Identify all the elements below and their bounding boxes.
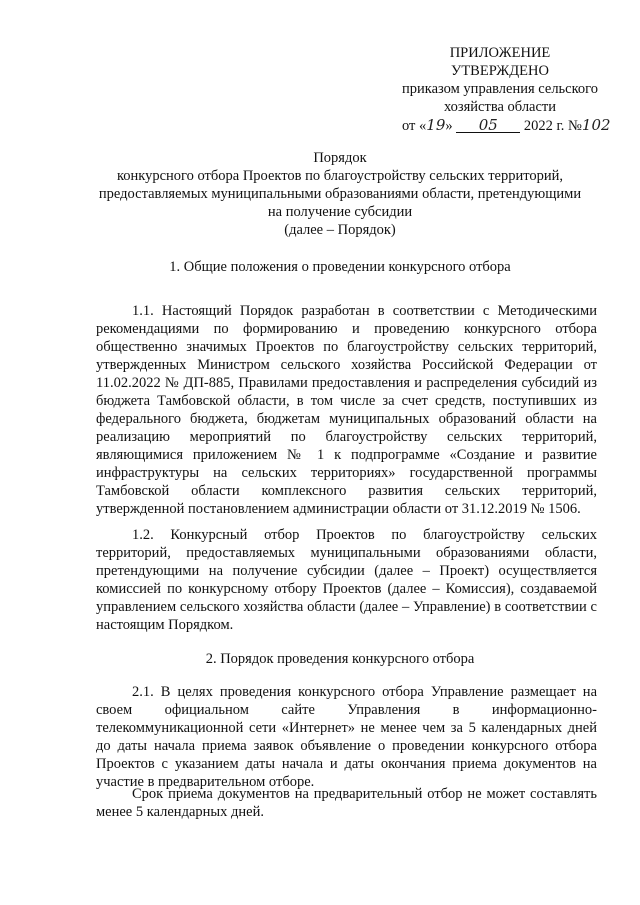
title-line-3: предоставляемых муниципальными образованиями области, претендующими (98, 186, 582, 202)
order-year-text: 2022 г. № (523, 118, 582, 134)
title-line-1: Порядок (313, 150, 367, 166)
approval-stamp (380, 44, 620, 135)
order-issuer-cont: хозяйства области (443, 99, 557, 115)
order-issuer: приказом управления сельского (401, 81, 598, 97)
paragraph-2-2: Срок приема документов на предварительный отбор не может составлять менее 5 календарных дней. (96, 786, 597, 820)
approved-label: УТВЕРЖДЕНО (451, 63, 549, 79)
paragraph-1-2: 1.2. Конкурсный отбор Проектов по благоустройству сельских территорий, предоставляемых муниципальными образованиями области, претендующими на получение субсидии (далее – Проект) осуществляется комиссией по конкурсному отбору Проектов (далее – Комиссия), создаваемой управлением сельского хозяйства области (далее – Управление) в соответствии с настоящим Порядком. (96, 527, 597, 633)
title-line-2: конкурсного отбора Проектов по благоустройству сельских территорий, (116, 168, 564, 184)
paragraph-1-1: 1.1. Настоящий Порядок разработан в соответствии с Методическими рекомендациями по формированию и проведению конкурсного отбора общественно значимых Проектов по благоустройству сельских территорий, утвержденных Министром сельского хозяйства Российской Федерации от 11.02.2022 № ДП-885, Правилами предоставления и распределения субсидий из бюджета Тамбовской области, в том числе за счет средств, поступивших из федерального бюджета, бюджетам муниципальных образований области на реализацию мероприятий по благоустройству сельских территорий, являющимися приложением № 1 к подпрограмме «Создание и развитие инфраструктуры на сельских территориях» государственной программы Тамбовской области комплексного развития сельских территорий, утвержденной постановлением администрации области от 31.12.2019 № 1506. (96, 303, 597, 517)
handwritten-month: 05 (456, 118, 520, 133)
document-title (60, 149, 620, 239)
paragraph-2-1: 2.1. В целях проведения конкурсного отбора Управление размещает на своем официальном сайте Управления в информационно-телекоммуникационной сети «Интернет» не менее чем за 5 календарных дней до даты начала приема заявок объявление о проведении конкурсного отбора Проектов с указанием даты начала и даты окончания приема документов на участие в предварительном отборе. (96, 684, 597, 790)
date-mid: » (445, 118, 453, 134)
handwritten-day: 19 (426, 116, 446, 134)
appendix-label: ПРИЛОЖЕНИЕ (449, 45, 551, 61)
section-1-heading: 1. Общие положения о проведении конкурсного отбора (169, 259, 511, 275)
handwritten-number: 102 (581, 116, 611, 134)
date-prefix: от « (402, 118, 427, 134)
title-line-5: (далее – Порядок) (284, 222, 396, 238)
section-2-heading: 2. Порядок проведения конкурсного отбора (205, 651, 475, 667)
title-line-4: на получение субсидии (267, 204, 413, 220)
order-date-line (380, 116, 620, 135)
